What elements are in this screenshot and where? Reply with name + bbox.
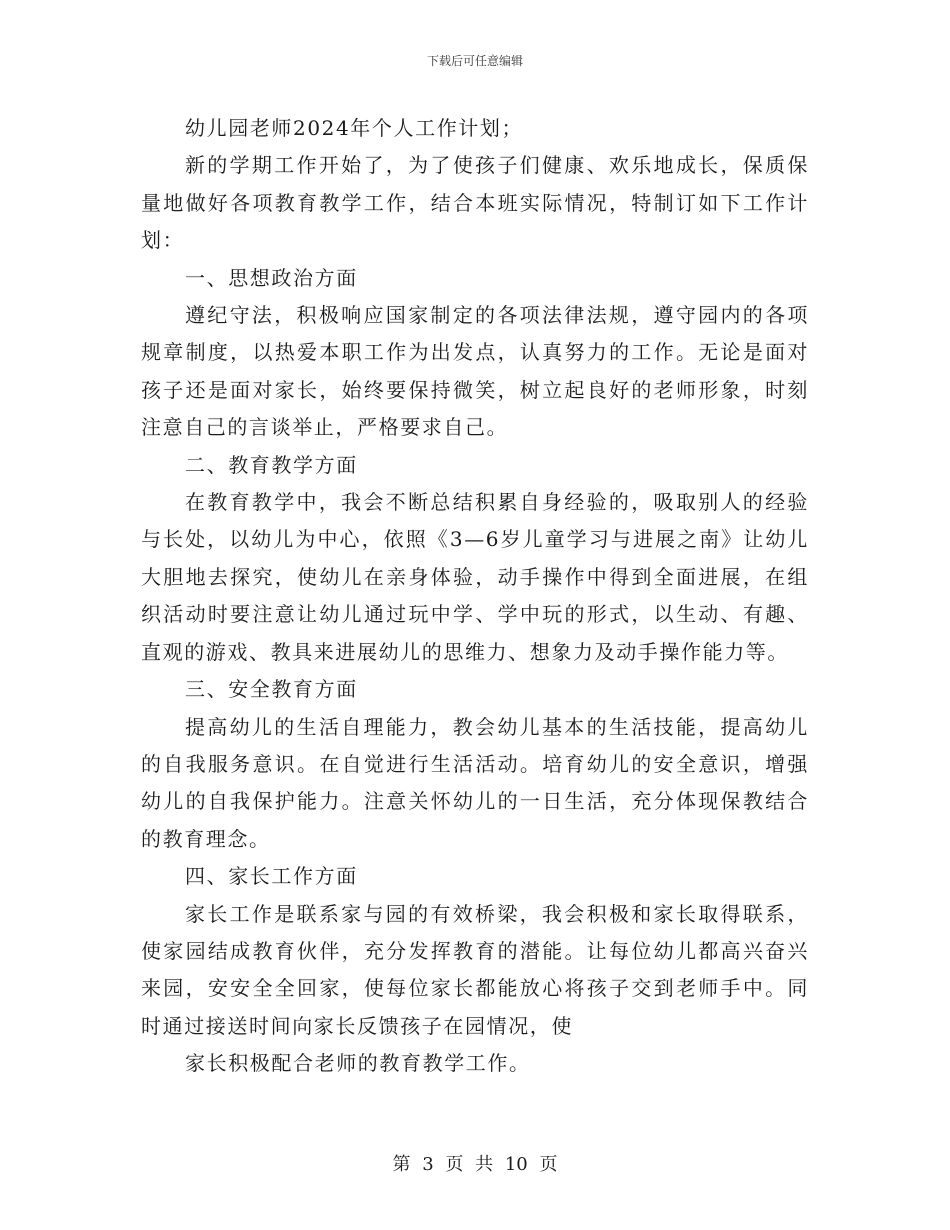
section-heading-parents: 四、家长工作方面 bbox=[185, 864, 358, 889]
parents-paragraph-continued: 家长积极配合老师的教育教学工作。 bbox=[185, 1051, 531, 1076]
teaching-paragraph: 在教育教学中，我会不断总结积累自身经验的，吸取别人的经验与长处，以幼儿为中心，依照《3—6岁儿童学习与进展之南》让幼儿大胆地去探究，使幼儿在亲身体验，动手操作中得到全面进展，在组织活动时要注意让幼儿通过玩中学、学中玩的形式，以生动、有趣、直观的游戏、教具来进展幼儿的思维力、想象力及动手操作能力等。 bbox=[141, 490, 809, 664]
page-number: 第 3 页 共 10 页 bbox=[392, 1154, 558, 1175]
safety-paragraph: 提高幼儿的生活自理能力，教会幼儿基本的生活技能，提高幼儿的自我服务意识。在自觉进行生活活动。培育幼儿的安全意识，增强幼儿的自我保护能力。注意关怀幼儿的一日生活，充分体现保教结合的教育理念。 bbox=[141, 714, 809, 851]
intro-paragraph: 新的学期工作开始了，为了使孩子们健康、欢乐地成长，保质保量地做好各项教育教学工作，结合本班实际情况，特制订如下工作计划： bbox=[141, 153, 809, 253]
section-heading-ideology: 一、思想政治方面 bbox=[185, 265, 358, 290]
section-heading-teaching: 二、教育教学方面 bbox=[185, 452, 358, 477]
document-title-line: 幼儿园老师2024年个人工作计划； bbox=[185, 116, 524, 140]
ideology-paragraph: 遵纪守法，积极响应国家制定的各项法律法规，遵守园内的各项规章制度，以热爱本职工作为出发点，认真努力的工作。无论是面对孩子还是面对家长，始终要保持微笑，树立起良好的老师形象，时刻注意自己的言谈举止，严格要求自己。 bbox=[141, 303, 809, 440]
document-body bbox=[141, 110, 809, 1083]
parents-paragraph: 家长工作是联系家与园的有效桥梁，我会积极和家长取得联系，使家园结成教育伙伴，充分发挥教育的潜能。让每位幼儿都高兴奋兴来园，安安全全回家，使每位家长都能放心将孩子交到老师手中。同时通过接送时间向家长反馈孩子在园情况，使 bbox=[141, 901, 809, 1038]
section-heading-safety: 三、安全教育方面 bbox=[185, 677, 358, 702]
page-header-note: 下载后可任意编辑 bbox=[426, 54, 523, 68]
